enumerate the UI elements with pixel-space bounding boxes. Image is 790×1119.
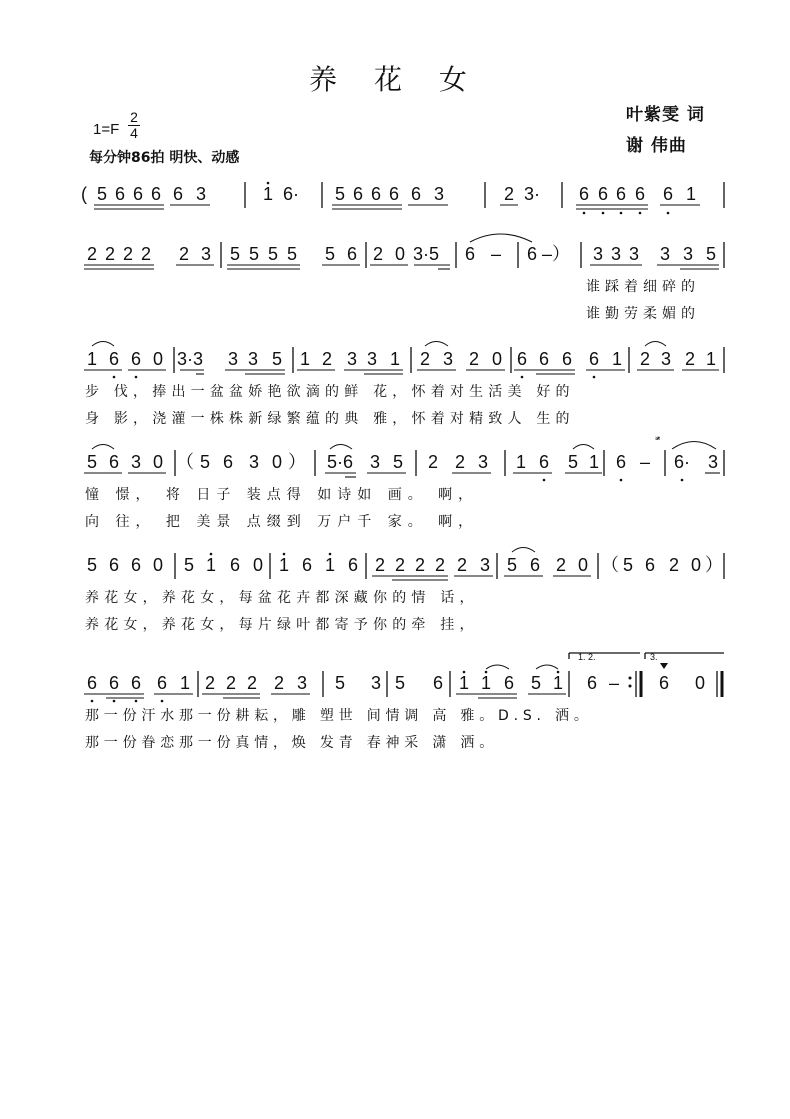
volta-2: 3. [650,652,658,662]
score-row-1 [0,180,790,210]
svg-text:6: 6 [615,184,627,204]
svg-text:0: 0 [152,349,164,369]
svg-text:2: 2 [454,452,466,472]
svg-text:1: 1 [611,349,623,369]
score-row-5 [0,551,790,581]
segno-mark: 𝄋 [653,436,663,440]
svg-text:）: ） [705,555,723,575]
lyricist-credit: 叶紫雯 词 [626,105,705,125]
svg-text:3: 3 [707,452,719,472]
lyrics-row-4-verse-1: 憧 憬， 将 日子 装点得 如诗如 画。 啊， [85,487,479,503]
svg-text:6: 6 [108,555,120,575]
svg-text:5·6: 5·6 [326,452,354,472]
svg-text:1: 1 [458,673,470,693]
svg-text:（: （ [176,452,194,472]
svg-text:3: 3 [682,244,694,264]
svg-text:6: 6 [156,673,168,693]
svg-text:–: – [639,452,651,472]
svg-text:1: 1 [588,452,600,472]
svg-text:6: 6 [388,184,400,204]
svg-text:2: 2 [86,244,98,264]
svg-text:2: 2 [427,452,439,472]
svg-text:2: 2 [372,244,384,264]
svg-text:1: 1 [705,349,717,369]
svg-text:3: 3 [659,244,671,264]
svg-text:6·: 6· [282,184,300,204]
composer-credit: 谢 伟曲 [626,136,687,156]
lyrics-row-6-verse-1: 那一份汗水那一份耕耘，雕 塑世 间情调 高 雅。D.S. 洒。 [85,708,593,724]
svg-text:6: 6 [464,244,476,264]
svg-text:0: 0 [394,244,406,264]
svg-text:0: 0 [252,555,264,575]
svg-text:3: 3 [369,452,381,472]
svg-text:5: 5 [394,673,406,693]
svg-text:2: 2 [456,555,468,575]
svg-text:6: 6 [538,349,550,369]
svg-text:6: 6 [108,673,120,693]
svg-text:2: 2 [639,349,651,369]
svg-text:2: 2 [225,673,237,693]
svg-text:6: 6 [172,184,184,204]
svg-text:0: 0 [491,349,503,369]
svg-text:1: 1 [685,184,697,204]
svg-text:6: 6 [529,555,541,575]
svg-text:）: ） [288,452,306,472]
svg-text:1: 1 [299,349,311,369]
svg-text:6: 6 [130,673,142,693]
svg-text:2: 2 [374,555,386,575]
svg-text:6: 6 [130,349,142,369]
lyrics-row-2-verse-1: 谁踩着细碎的 [586,279,700,295]
svg-text:2: 2 [394,555,406,575]
svg-text:3: 3 [346,349,358,369]
svg-text:3: 3 [660,349,672,369]
svg-text:5: 5 [530,673,542,693]
svg-text:3: 3 [628,244,640,264]
svg-text:2: 2 [419,349,431,369]
svg-text:1: 1 [262,184,274,204]
svg-text:2: 2 [684,349,696,369]
svg-text:5: 5 [86,452,98,472]
svg-text:6: 6 [503,673,515,693]
svg-text:6: 6 [561,349,573,369]
svg-text:3: 3 [370,673,382,693]
svg-text:1: 1 [179,673,191,693]
svg-text:6: 6 [347,555,359,575]
lyrics-row-6-verse-2: 那一份眷恋那一份真情，焕 发青 春神采 潇 洒。 [85,735,498,751]
svg-text:6: 6 [370,184,382,204]
svg-text:3: 3 [195,184,207,204]
svg-text:6: 6 [108,452,120,472]
svg-text:3·5: 3·5 [412,244,440,264]
svg-text:1: 1 [278,555,290,575]
svg-text:0: 0 [152,555,164,575]
svg-text:5: 5 [248,244,260,264]
svg-text:3: 3 [227,349,239,369]
svg-text:5: 5 [567,452,579,472]
svg-text:2: 2 [140,244,152,264]
time-signature-top: 2 [130,109,138,125]
svg-text:0: 0 [577,555,589,575]
svg-text:6: 6 [346,244,358,264]
svg-text:5: 5 [267,244,279,264]
svg-text:6: 6 [658,673,670,693]
svg-text:5: 5 [392,452,404,472]
svg-text:3: 3 [433,184,445,204]
svg-text:–）: –） [541,244,571,264]
svg-text:2: 2 [434,555,446,575]
svg-text:5: 5 [324,244,336,264]
svg-text:6: 6 [662,184,674,204]
svg-text:6: 6 [597,184,609,204]
lyrics-row-3-verse-2: 身 影，浇灌一株株新绿繁蕴的典 雅，怀着对精致人 生的 [85,411,575,427]
svg-text:0: 0 [694,673,706,693]
svg-text:0: 0 [271,452,283,472]
lyrics-row-3-verse-1: 步 伐，捧出一盆盆娇艳欲滴的鲜 花，怀着对生活美 好的 [85,384,575,400]
svg-text:6: 6 [108,349,120,369]
svg-text:(: ( [81,184,87,204]
svg-text:3: 3 [592,244,604,264]
svg-text:6: 6 [578,184,590,204]
svg-text:5: 5 [334,673,346,693]
svg-text:6: 6 [229,555,241,575]
score-row-3 [0,345,790,375]
svg-text:3: 3 [248,452,260,472]
svg-text:6: 6 [301,555,313,575]
svg-text:2: 2 [321,349,333,369]
svg-text:6: 6 [432,673,444,693]
svg-text:3·3: 3·3 [176,349,204,369]
svg-text:–: – [608,673,620,693]
svg-text:2: 2 [555,555,567,575]
svg-text:6: 6 [410,184,422,204]
svg-text:6: 6 [615,452,627,472]
svg-text:1: 1 [515,452,527,472]
svg-text:6: 6 [222,452,234,472]
svg-text:1: 1 [552,673,564,693]
svg-text:2: 2 [468,349,480,369]
svg-text:3: 3 [130,452,142,472]
svg-text:1: 1 [205,555,217,575]
svg-text:6: 6 [586,673,598,693]
lyrics-row-5-verse-2: 养花女，养花女，每片绿叶都寄予你的牵 挂， [85,617,479,633]
svg-text:0: 0 [152,452,164,472]
svg-text:3: 3 [442,349,454,369]
key-signature: 1=F [93,121,120,138]
svg-text:5: 5 [506,555,518,575]
svg-text:6: 6 [132,184,144,204]
svg-text:2: 2 [273,673,285,693]
svg-text:5: 5 [229,244,241,264]
svg-text:5: 5 [705,244,717,264]
svg-text:6: 6 [538,452,550,472]
svg-text:1: 1 [389,349,401,369]
svg-text:6: 6 [588,349,600,369]
svg-text:6: 6 [634,184,646,204]
svg-text:5: 5 [183,555,195,575]
svg-text:1: 1 [86,349,98,369]
svg-text:–: – [490,244,502,264]
svg-text:2: 2 [414,555,426,575]
svg-text:5: 5 [199,452,211,472]
svg-text:6: 6 [114,184,126,204]
score-row-6 [0,652,790,699]
lyrics-row-2-verse-2: 谁勤劳柔媚的 [586,306,700,322]
svg-text:5: 5 [334,184,346,204]
lyrics-row-5-verse-1: 养花女，养花女，每盆花卉都深藏你的情 话， [85,590,479,606]
svg-text:2: 2 [204,673,216,693]
svg-text:5: 5 [96,184,108,204]
svg-text:3: 3 [479,555,491,575]
svg-text:2: 2 [178,244,190,264]
svg-text:5: 5 [86,555,98,575]
svg-text:3: 3 [247,349,259,369]
svg-text:3: 3 [296,673,308,693]
tempo-marking: 每分钟86拍 明快、动感 [89,150,240,166]
svg-text:2: 2 [246,673,258,693]
lyrics-row-4-verse-2: 向 往， 把 美景 点缀到 万户千 家。 啊， [85,514,479,530]
svg-text:3·: 3· [523,184,541,204]
svg-text:2: 2 [104,244,116,264]
svg-text:6·: 6· [673,452,691,472]
score-row-4 [0,436,790,478]
svg-text:3: 3 [477,452,489,472]
svg-text:1: 1 [480,673,492,693]
svg-text:6: 6 [516,349,528,369]
svg-text:2: 2 [503,184,515,204]
svg-text:6: 6 [130,555,142,575]
svg-text:0: 0 [690,555,702,575]
svg-text:6: 6 [150,184,162,204]
svg-text:3: 3 [610,244,622,264]
score-row-2 [0,240,790,270]
time-signature-bottom: 4 [130,125,138,141]
svg-text:5: 5 [271,349,283,369]
volta-1: 1. 2. [578,652,596,662]
svg-text:2: 2 [122,244,134,264]
svg-text:6: 6 [352,184,364,204]
svg-text:3: 3 [366,349,378,369]
svg-text:3: 3 [200,244,212,264]
measure [94,184,210,209]
svg-text:6: 6 [644,555,656,575]
svg-text:1: 1 [324,555,336,575]
svg-text:5: 5 [286,244,298,264]
svg-text:（: （ [601,555,619,575]
song-title: 养 花 女 [309,63,481,96]
svg-text:6: 6 [86,673,98,693]
svg-text:2: 2 [668,555,680,575]
time-signature [127,110,141,141]
svg-text:6: 6 [526,244,538,264]
svg-text:5: 5 [622,555,634,575]
